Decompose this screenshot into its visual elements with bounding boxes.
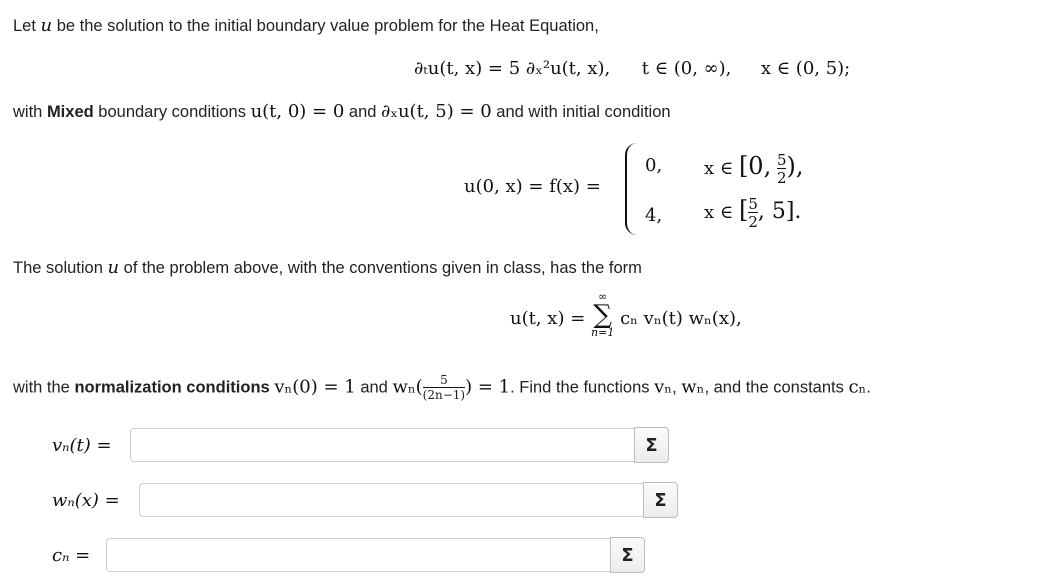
- find-and: , and the constants: [704, 378, 849, 397]
- intro-prefix: Let: [13, 17, 41, 35]
- find-w: wₙ: [681, 376, 705, 398]
- case2-fraction: $\frac{5}{2}$: [748, 195, 758, 231]
- find-v: vₙ: [654, 376, 673, 398]
- initial-condition-lhs: u(0, x) = f(x) =: [464, 176, 601, 197]
- norm-close: ) = 1: [465, 376, 511, 398]
- bc-suffix: and with initial condition: [491, 103, 671, 121]
- bc-cond2: ∂ₓu(t, 5) = 0: [381, 101, 492, 122]
- c-equation-editor-button[interactable]: [610, 537, 645, 573]
- c-label: cₙ =: [52, 544, 91, 566]
- v-equation-editor-button[interactable]: [634, 427, 669, 463]
- sum-top: ∞: [598, 290, 608, 303]
- case2-value: 4,: [645, 205, 663, 226]
- case2-interval-left: [: [738, 196, 749, 224]
- w-input[interactable]: [139, 483, 643, 517]
- x-domain: x ∈ (0, 5);: [760, 58, 851, 79]
- sigma-icon: Σ: [654, 489, 667, 511]
- bc-and: and: [344, 103, 382, 121]
- find-end: .: [866, 378, 871, 397]
- series-formula: [510, 290, 742, 343]
- answer-row-c: [52, 537, 645, 573]
- answer-row-w: [52, 482, 678, 518]
- v-input[interactable]: [130, 428, 634, 462]
- solution-text: [13, 257, 642, 278]
- piecewise-brace: [625, 143, 641, 235]
- case2-interval-right: , 5].: [757, 199, 802, 224]
- solution-var: u: [107, 257, 120, 278]
- series-lhs: u(t, x) =: [510, 308, 586, 329]
- sigma-icon: Σ: [645, 434, 658, 456]
- bc-prefix: with: [13, 103, 47, 121]
- case1-domain: [704, 152, 803, 186]
- v-label: vₙ(t) =: [52, 434, 112, 456]
- norm-w: wₙ(: [392, 376, 423, 398]
- norm-and: and: [355, 378, 393, 397]
- summation: [591, 291, 614, 339]
- norm-cond1: vₙ(0) = 1: [274, 376, 356, 398]
- heat-equation: [414, 58, 850, 79]
- case2-domain-prefix: x ∈: [704, 202, 734, 223]
- intro-suffix: be the solution to the initial boundary value problem for the Heat Equation,: [52, 17, 599, 35]
- bc-mid: boundary conditions: [93, 103, 251, 121]
- intro-var: u: [40, 15, 53, 36]
- case1-interval-right: ),: [786, 152, 804, 180]
- w-equation-editor-button[interactable]: [643, 482, 678, 518]
- bc-cond1: u(t, 0) = 0: [250, 101, 345, 122]
- intro-text: [13, 15, 599, 36]
- case1-interval-left: [0,: [738, 152, 772, 180]
- sum-bottom: n=1: [591, 326, 615, 339]
- norm-bold: normalization conditions: [74, 378, 270, 397]
- sum-symbol: ∑: [593, 300, 612, 330]
- normalization-text: [13, 374, 871, 402]
- case2-domain: [704, 196, 801, 230]
- find-comma: ,: [672, 378, 682, 397]
- c-input[interactable]: [106, 538, 610, 572]
- find-c: cₙ: [848, 376, 867, 398]
- pde: ∂ₜu(t, x) = 5 ∂ₓ²u(t, x),: [414, 58, 611, 79]
- case1-fraction: $\frac{5}{2}$: [776, 151, 787, 187]
- norm-prefix: with the: [13, 378, 75, 397]
- boundary-conditions-text: [13, 101, 671, 122]
- bc-bold: Mixed: [46, 103, 94, 121]
- series-rhs: cₙ vₙ(t) wₙ(x),: [620, 308, 742, 329]
- sigma-icon: Σ: [621, 544, 634, 566]
- norm-suffix: . Find the functions: [510, 378, 655, 397]
- solution-prefix: The solution: [13, 259, 108, 277]
- case1-domain-prefix: x ∈: [704, 158, 734, 179]
- answer-row-v: [52, 427, 669, 463]
- solution-suffix: of the problem above, with the conventions given in class, has the form: [119, 259, 642, 277]
- w-label: wₙ(x) =: [52, 489, 120, 511]
- case1-value: 0,: [645, 155, 663, 176]
- t-domain: t ∈ (0, ∞),: [641, 58, 732, 79]
- norm-fraction: $\frac{5}{(2n-1)}$: [422, 373, 466, 402]
